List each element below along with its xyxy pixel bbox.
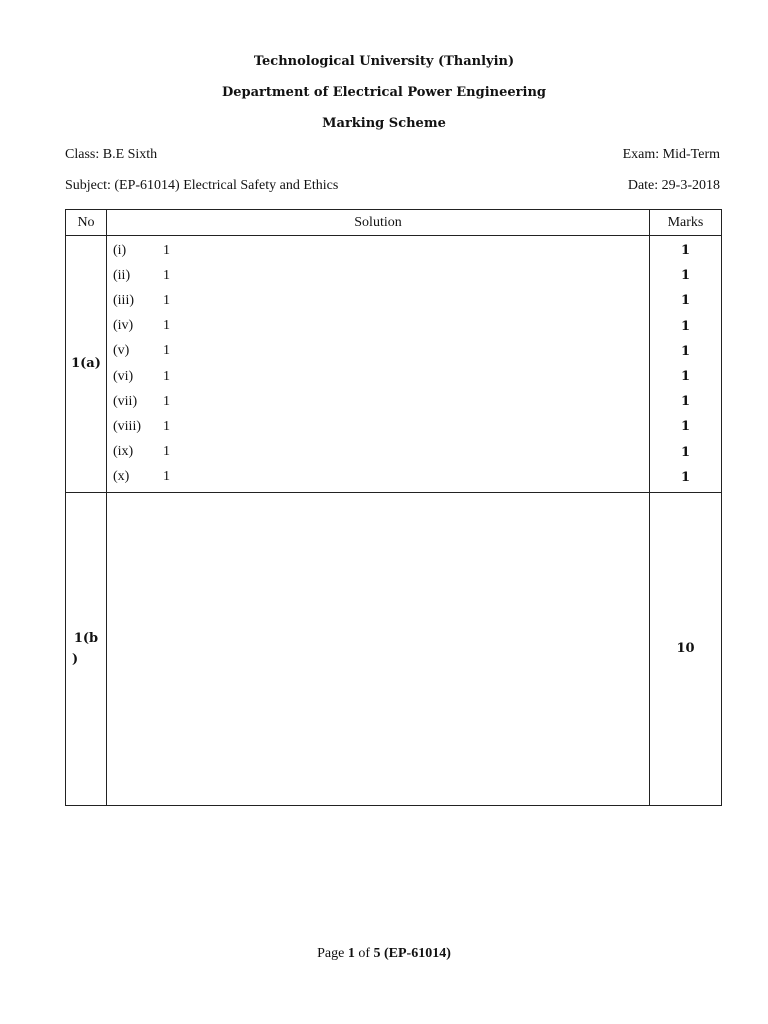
- sub-question-answer: 1: [163, 292, 170, 308]
- page-footer: [0, 946, 768, 962]
- header-solution: Solution: [107, 210, 650, 236]
- sub-question-mark: 1: [680, 444, 691, 460]
- question-number-1a: 1(a): [66, 236, 107, 493]
- sub-question-row: [107, 389, 649, 414]
- sub-question-label: (i): [113, 242, 127, 258]
- sub-question-mark: 1: [680, 369, 691, 385]
- sub-question-answer: 1: [163, 418, 170, 434]
- sub-question-row: [107, 440, 649, 465]
- marking-table: [65, 209, 722, 806]
- sub-question-answer: 1: [163, 343, 170, 359]
- exam-label: Exam: Mid-Term: [622, 147, 720, 162]
- sub-question-row: [107, 314, 649, 339]
- footer-course-code: (EP-61014): [384, 946, 451, 961]
- sub-question-label: (x): [113, 469, 130, 485]
- sub-question-mark: 1: [680, 394, 691, 410]
- sub-question-row: [107, 288, 649, 313]
- question-number-1b-line1: 1(b: [73, 630, 99, 646]
- sub-question-label: (ix): [113, 444, 134, 460]
- sub-question-label: (v): [113, 343, 130, 359]
- solution-cell-1a: [107, 236, 650, 493]
- question-number-1b-line2: ): [72, 651, 79, 667]
- sub-question-mark: 1: [680, 268, 691, 284]
- sub-question-answer: 1: [163, 444, 170, 460]
- footer-of-word: of: [358, 946, 370, 961]
- question-number-1b: [66, 492, 107, 805]
- sub-question-label: (ii): [113, 267, 131, 283]
- date-label: Date: 29-3-2018: [627, 178, 720, 193]
- subject-label: Subject: (EP-61014) Electrical Safety and Ethics: [65, 178, 339, 193]
- department-title: Department of Electrical Power Engineering: [222, 85, 546, 100]
- sub-question-row: [107, 414, 649, 439]
- table-row-1a: [66, 236, 722, 493]
- sub-question-answer: 1: [163, 267, 170, 283]
- header-no: No: [66, 210, 107, 236]
- sub-question-label: (iii): [113, 292, 134, 308]
- header-marks: Marks: [650, 210, 722, 236]
- sub-question-answer: 1: [163, 393, 170, 409]
- sub-question-answer: 1: [163, 368, 170, 384]
- sub-question-label: (vi): [113, 368, 134, 384]
- footer-total-pages: 5: [373, 946, 381, 961]
- solution-cell-1b: [107, 492, 650, 805]
- sub-question-mark: 1: [680, 469, 691, 485]
- sub-question-answer: 1: [163, 242, 170, 258]
- sub-question-row: [107, 238, 649, 263]
- sub-question-mark: 1: [680, 243, 691, 259]
- scheme-title: Marking Scheme: [322, 116, 446, 131]
- university-title: Technological University (Thanlyin): [253, 54, 515, 69]
- sub-question-answer: 1: [163, 469, 170, 485]
- sub-question-mark: 1: [680, 343, 691, 359]
- sub-question-mark: 1: [680, 293, 691, 309]
- footer-page-word: Page: [317, 946, 345, 961]
- marks-cell-1b: 10: [650, 492, 722, 805]
- sub-question-mark: 1: [680, 318, 691, 334]
- marks-cell-1a: [650, 236, 722, 493]
- sub-question-mark: 1: [680, 419, 691, 435]
- table-row-1b: [66, 492, 722, 805]
- sub-question-label: (viii): [113, 418, 141, 434]
- table-header-row: [66, 210, 722, 236]
- sub-question-row: [107, 339, 649, 364]
- sub-question-row: [107, 263, 649, 288]
- sub-question-label: (iv): [113, 318, 134, 334]
- sub-question-row: [107, 364, 649, 389]
- footer-page-number: 1: [347, 946, 355, 961]
- sub-question-answer: 1: [163, 318, 170, 334]
- sub-question-label: (vii): [113, 393, 138, 409]
- class-label: Class: B.E Sixth: [65, 147, 158, 162]
- sub-question-row: [107, 465, 649, 490]
